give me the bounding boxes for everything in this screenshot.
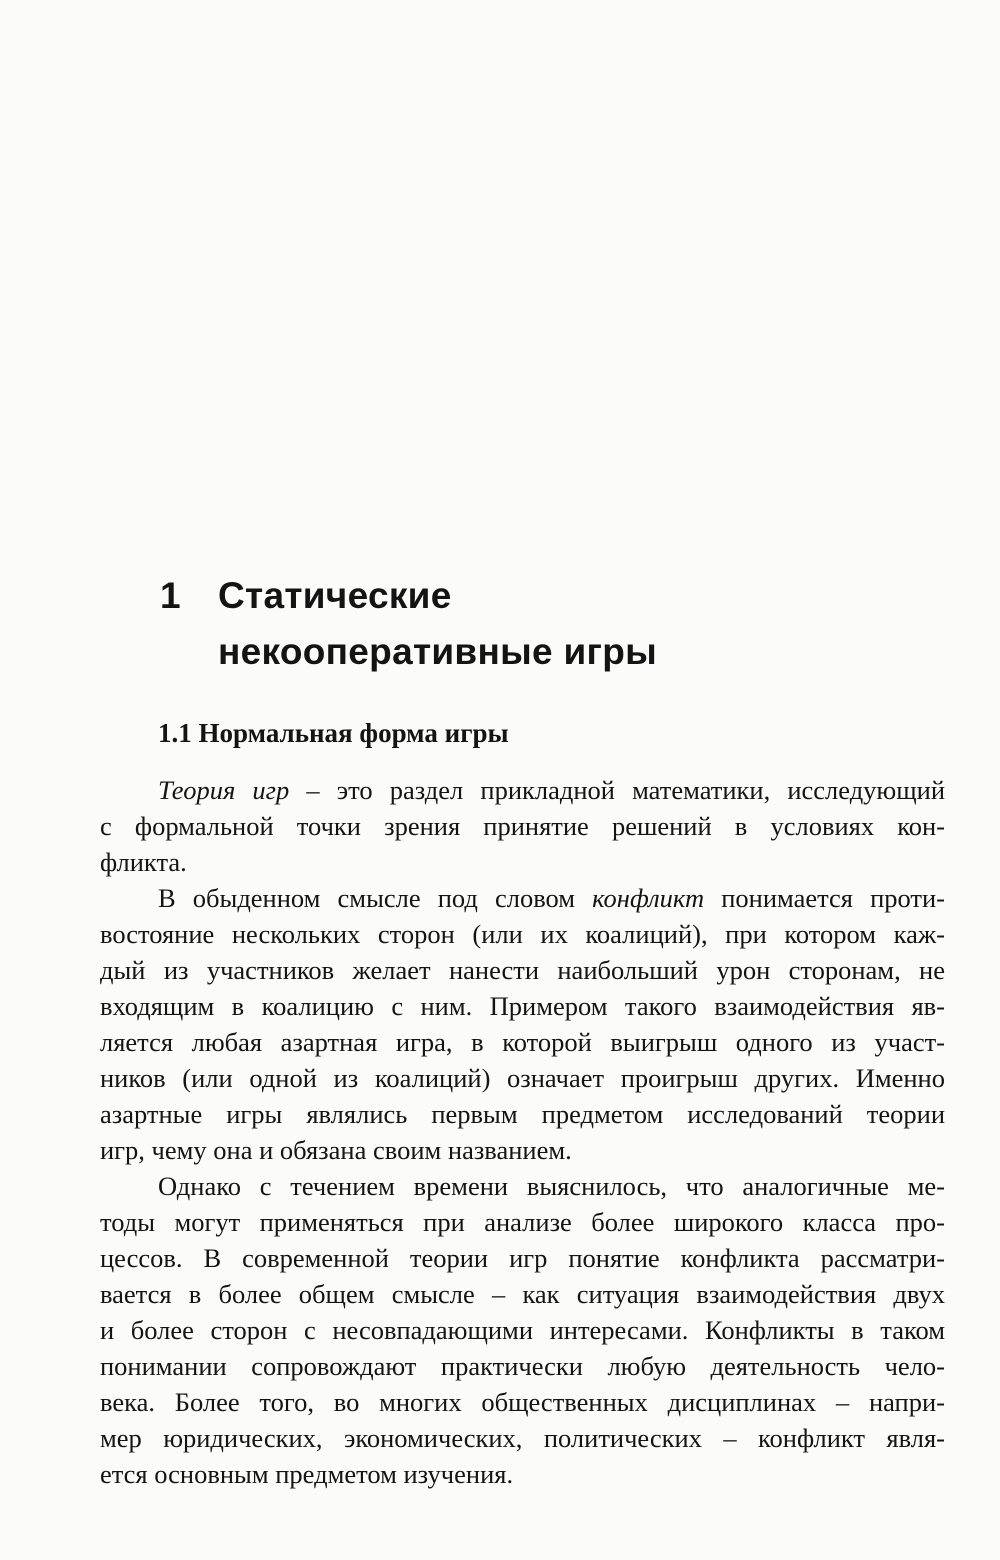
text-line xyxy=(100,1096,945,1132)
text-segment: азартные игры являлись первым предметом исследований теории xyxy=(100,1099,945,1129)
italic-term: конфликт xyxy=(592,883,705,913)
chapter-title-line: Статические xyxy=(218,575,452,616)
text-segment: В обыденном смысле под словом xyxy=(158,883,593,913)
text-line xyxy=(100,844,945,880)
text-line xyxy=(100,1024,945,1060)
text-line xyxy=(100,1348,945,1384)
text-line xyxy=(100,988,945,1024)
text-segment: ется основным предметом изучения. xyxy=(100,1459,514,1489)
text-segment: дый из участников желает нанести наибольший урон сторонам, не xyxy=(100,955,945,985)
text-segment: востояние нескольких сторон (или их коалиций), при котором каж- xyxy=(100,919,945,949)
text-line xyxy=(100,808,945,844)
text-line xyxy=(100,1420,945,1456)
section-heading: 1.1 Нормальная форма игры xyxy=(158,718,509,748)
paragraph xyxy=(100,880,945,1168)
text-line xyxy=(100,916,945,952)
text-segment: понимается проти- xyxy=(704,883,945,913)
chapter-title-line: некооперативные игры xyxy=(218,631,658,672)
text-line xyxy=(100,1240,945,1276)
text-segment: Однако с течением времени выяснилось, что аналогичные ме- xyxy=(158,1171,945,1201)
italic-term: Теория игр xyxy=(158,775,290,805)
text-segment: входящим в коалицию с ним. Примером такого взаимодействия яв- xyxy=(100,991,945,1021)
text-line xyxy=(100,880,945,916)
chapter-number: 1 xyxy=(160,575,181,616)
text-segment: игр, чему она и обязана своим названием. xyxy=(100,1135,572,1165)
text-line xyxy=(100,952,945,988)
chapter-title xyxy=(218,568,657,680)
text-segment: вается в более общем смысле – как ситуация взаимодействия двух xyxy=(100,1279,945,1309)
text-segment: ников (или одной из коалиций) означает проигрыш других. Именно xyxy=(100,1063,945,1093)
text-segment: века. Более того, во многих общественных дисциплинах – напри- xyxy=(100,1387,945,1417)
text-line xyxy=(100,1132,945,1168)
text-line xyxy=(100,1168,945,1204)
text-segment: фликта. xyxy=(100,847,187,877)
text-segment: ляется любая азартная игра, в которой выигрыш одного из участ- xyxy=(100,1027,945,1057)
text-segment: понимании сопровождают практически любую деятельность чело- xyxy=(100,1351,945,1381)
text-line xyxy=(100,1204,945,1240)
text-line xyxy=(100,1384,945,1420)
text-line xyxy=(100,772,945,808)
text-line xyxy=(100,1456,945,1492)
body-text xyxy=(100,772,945,1492)
text-line xyxy=(100,1312,945,1348)
text-segment: цессов. В современной теории игр понятие конфликта рассматри- xyxy=(100,1243,945,1273)
text-line xyxy=(100,1060,945,1096)
text-segment: мер юридических, экономических, политических – конфликт явля- xyxy=(100,1423,945,1453)
text-segment: – это раздел прикладной математики, исследующий xyxy=(289,775,945,805)
paragraph xyxy=(100,1168,945,1492)
paragraph xyxy=(100,772,945,880)
text-line xyxy=(100,1276,945,1312)
text-segment: тоды могут применяться при анализе более широкого класса про- xyxy=(100,1207,945,1237)
text-segment: и более сторон с несовпадающими интересами. Конфликты в таком xyxy=(100,1315,945,1345)
text-segment: с формальной точки зрения принятие решений в условиях кон- xyxy=(100,811,945,841)
